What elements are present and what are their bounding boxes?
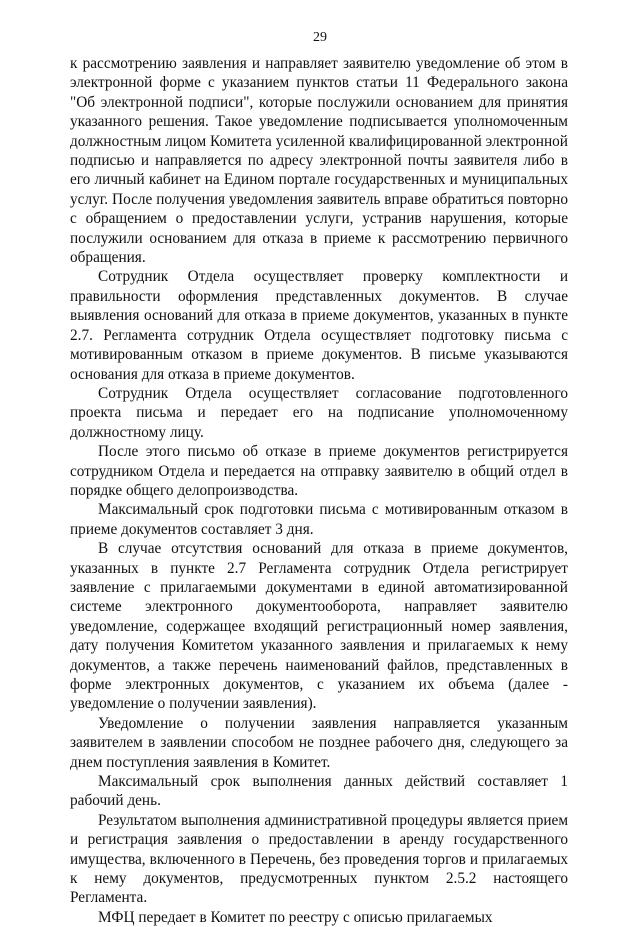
paragraph-mfc: МФЦ передает в Комитет по реестру с описью прилагаемых [98, 908, 493, 926]
paragraph-registration-refusal: После этого письмо об отказе в приеме документов регистрируется сотрудником Отдела и передается на отправку заявителю в общий отдел в порядке общего делопроизводства. [70, 443, 568, 499]
paragraph-no-grounds: В случае отсутствия оснований для отказа в приеме документов, указанных в пункте 2.7 Регламента сотрудник Отдела регистрирует заявление с прилагаемыми документами в единой автоматизированной системе электронного документооборота, направляет заявителю уведомление, содержащее входящий регистрационный номер заявления, дату получения Комитетом указанного заявления и прилагаемых к нему документов, а также перечень наименований файлов, представленных в форме электронных документов, с указанием их объема (далее - уведомление о получении заявления). [70, 540, 568, 713]
page-number: 29 [313, 30, 327, 45]
paragraph-notification: Уведомление о получении заявления направляется указанным заявителем в заявлении способом не позднее рабочего дня, следующего за днем поступления заявления в Комитет. [70, 714, 568, 771]
paragraph-approval: Сотрудник Отдела осуществляет согласование подготовленного проекта письма и передает его на подписание уполномоченному должностному лицу. [70, 384, 568, 441]
paragraph-document-check: Сотрудник Отдела осуществляет проверку комплектности и правильности оформления представленных документов. В случае выявления оснований для отказа в приеме документов, указанных в пункте 2.7. Регламента сотрудник Отдела осуществляет подготовку письма с мотивированным отказом в приеме документов. В письме указываются основания для отказа в приеме документов. [70, 268, 568, 383]
paragraph-max-term-actions: Максимальный срок выполнения данных действий составляет 1 рабочий день. [70, 773, 568, 810]
paragraph-max-term-refusal: Максимальный срок подготовки письма с мотивированным отказом в приеме документов составляет 3 дня. [70, 501, 568, 538]
document-body [70, 54, 568, 927]
paragraph-result: Результатом выполнения административной процедуры является прием и регистрация заявления о предоставлении в аренду государственного имущества, включенного в Перечень, без проведения торгов и прилагаемых к нему документов, предусмотренных пунктом 2.5.2 настоящего Регламента. [70, 811, 568, 907]
paragraph-continuation: к рассмотрению заявления и направляет заявителю уведомление об этом в электронной форме с указанием пунктов статьи 11 Федерального закона "Об электронной подписи", которые послужили основанием для принятия указанного решения. Такое уведомление подписывается уполномоченным должностным лицом Комитета усиленной квалифицированной электронной подписью и направляется по адресу электронной почты заявителя либо в его личный кабинет на Едином портале государственных и муниципальных услуг. После получения уведомления заявитель вправе обратиться повторно с обращением о предоставлении услуги, устранив нарушения, которые послужили основанием для отказа в приеме к рассмотрению первичного обращения. [70, 55, 568, 267]
